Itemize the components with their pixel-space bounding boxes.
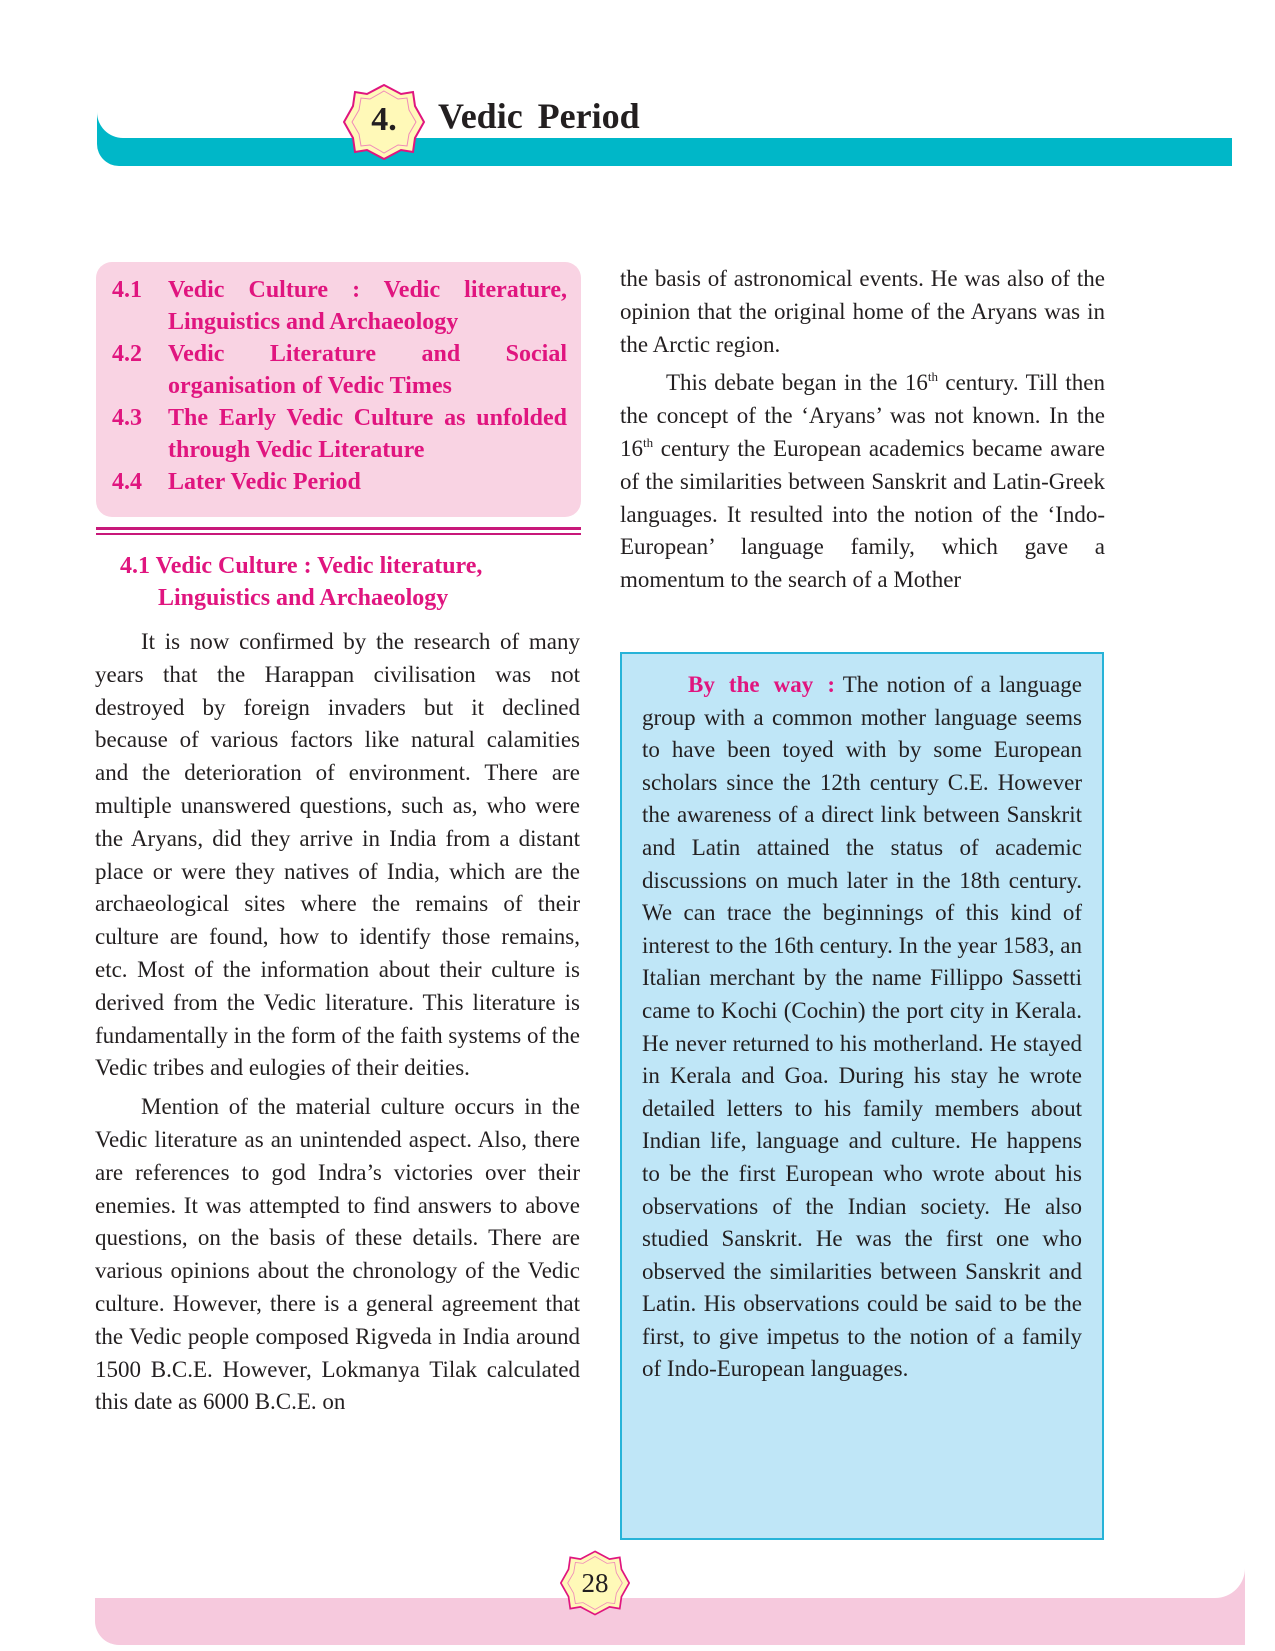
toc-item-number: 4.1 xyxy=(112,277,142,303)
section-heading-line: Linguistics and Archaeology xyxy=(158,585,449,611)
toc-item-text: through Vedic Literature xyxy=(168,437,425,463)
toc-item-continuation xyxy=(112,306,567,338)
toc-item-continuation xyxy=(112,434,567,466)
section-divider xyxy=(96,527,581,530)
toc-item-continuation xyxy=(112,370,567,402)
right-text-column xyxy=(620,263,1105,597)
chapter-number-badge xyxy=(343,84,425,160)
toc-item xyxy=(112,402,567,434)
toc-item-number: 4.2 xyxy=(112,341,142,367)
paragraph: the basis of astronomical events. He was also of the opinion that the original home of the Aryans was in the Arctic region. xyxy=(620,266,1105,357)
left-text-column xyxy=(95,626,580,1419)
chapter-title: Vedic Period xyxy=(438,96,640,136)
toc-item-text: organisation of Vedic Times xyxy=(168,373,452,399)
toc-item-text: Linguistics and Archaeology xyxy=(168,309,459,335)
toc-item-text: Later Vedic Period xyxy=(168,469,361,495)
paragraph: This debate began in the 16th century. Till then the concept of the ‘Aryans’ was not known. In the 16th century the European academics became aware of the similarities between Sanskrit and Latin-Greek languages. It resulted into the notion of the ‘Indo-European’ language family, which gave a momentum to the search of a Mother xyxy=(620,369,1105,593)
paragraph: It is now confirmed by the research of many years that the Harappan civilisation was not destroyed by foreign invaders but it declined because of various factors like natural calamities and the deterioration of environment. There are multiple unanswered questions, such as, who were the Aryans, did they arrive in India from a distant place or were they natives of India, which are the archaeological sites where the remains of their culture are found, how to identify those remains, etc. Most of the information about their culture is derived from the Vedic literature. This literature is fundamentally in the form of the faith systems of the Vedic tribes and eulogies of their deities. xyxy=(95,629,580,1081)
by-the-way-text: By the way : The notion of a language group with a common mother language seems to have been toyed with by some European scholars since the 12th century C.E. However the awareness of a direct link between Sanskrit and Latin attained the status of academic discussions on much later in the 18th century. We can trace the beginnings of this kind of interest to the 16th century. In the year 1583, an Italian merchant by the name Fillippo Sassetti came to Kochi (Cochin) the port city in Kerala. He never returned to his motherland. He stayed in Kerala and Goa. During his stay he wrote detailed letters to his family members about Indian life, language and culture. He happens to be the first European who wrote about his observations of the Indian society. He also studied Sanskrit. He was the first one who observed the similarities between Sanskrit and Latin. His observations could be said to be the first, to give impetus to the notion of a family of Indo-European languages. xyxy=(642,672,1082,1382)
toc-item-text: The Early Vedic Culture as unfolded xyxy=(168,405,567,431)
toc-item xyxy=(112,338,567,370)
toc-item xyxy=(112,274,567,306)
paragraph: Mention of the material culture occurs in the Vedic literature as an unintended aspect. Also, there are references to god Indra’s victories over their enemies. It was attempted to find answers to above questions, on the basis of these details. There are various opinions about the chronology of the Vedic culture. However, there is a general agreement that the Vedic people composed Rigveda in India around 1500 B.C.E. However, Lokmanya Tilak calculated this date as 6000 B.C.E. on xyxy=(95,1094,580,1415)
section-heading xyxy=(120,550,540,614)
toc-item-text: Vedic Literature and Social xyxy=(168,341,567,367)
footer-band-top xyxy=(95,1553,1245,1598)
toc-item xyxy=(112,466,567,498)
page-number: 28 xyxy=(581,1568,609,1598)
chapter-contents-box xyxy=(96,262,581,517)
toc-item-text: Vedic Culture : Vedic literature, xyxy=(168,277,567,303)
section-heading-line: 4.1 Vedic Culture : Vedic literature, xyxy=(120,553,483,579)
chapter-number: 4. xyxy=(371,101,397,138)
by-the-way-box xyxy=(620,652,1104,1540)
section-divider xyxy=(96,533,581,535)
page-number-badge xyxy=(560,1550,630,1616)
header-band-top xyxy=(97,88,1232,138)
by-the-way-label: By the way : xyxy=(688,672,836,697)
toc-item-number: 4.3 xyxy=(112,405,142,431)
toc-item-number: 4.4 xyxy=(112,469,142,495)
